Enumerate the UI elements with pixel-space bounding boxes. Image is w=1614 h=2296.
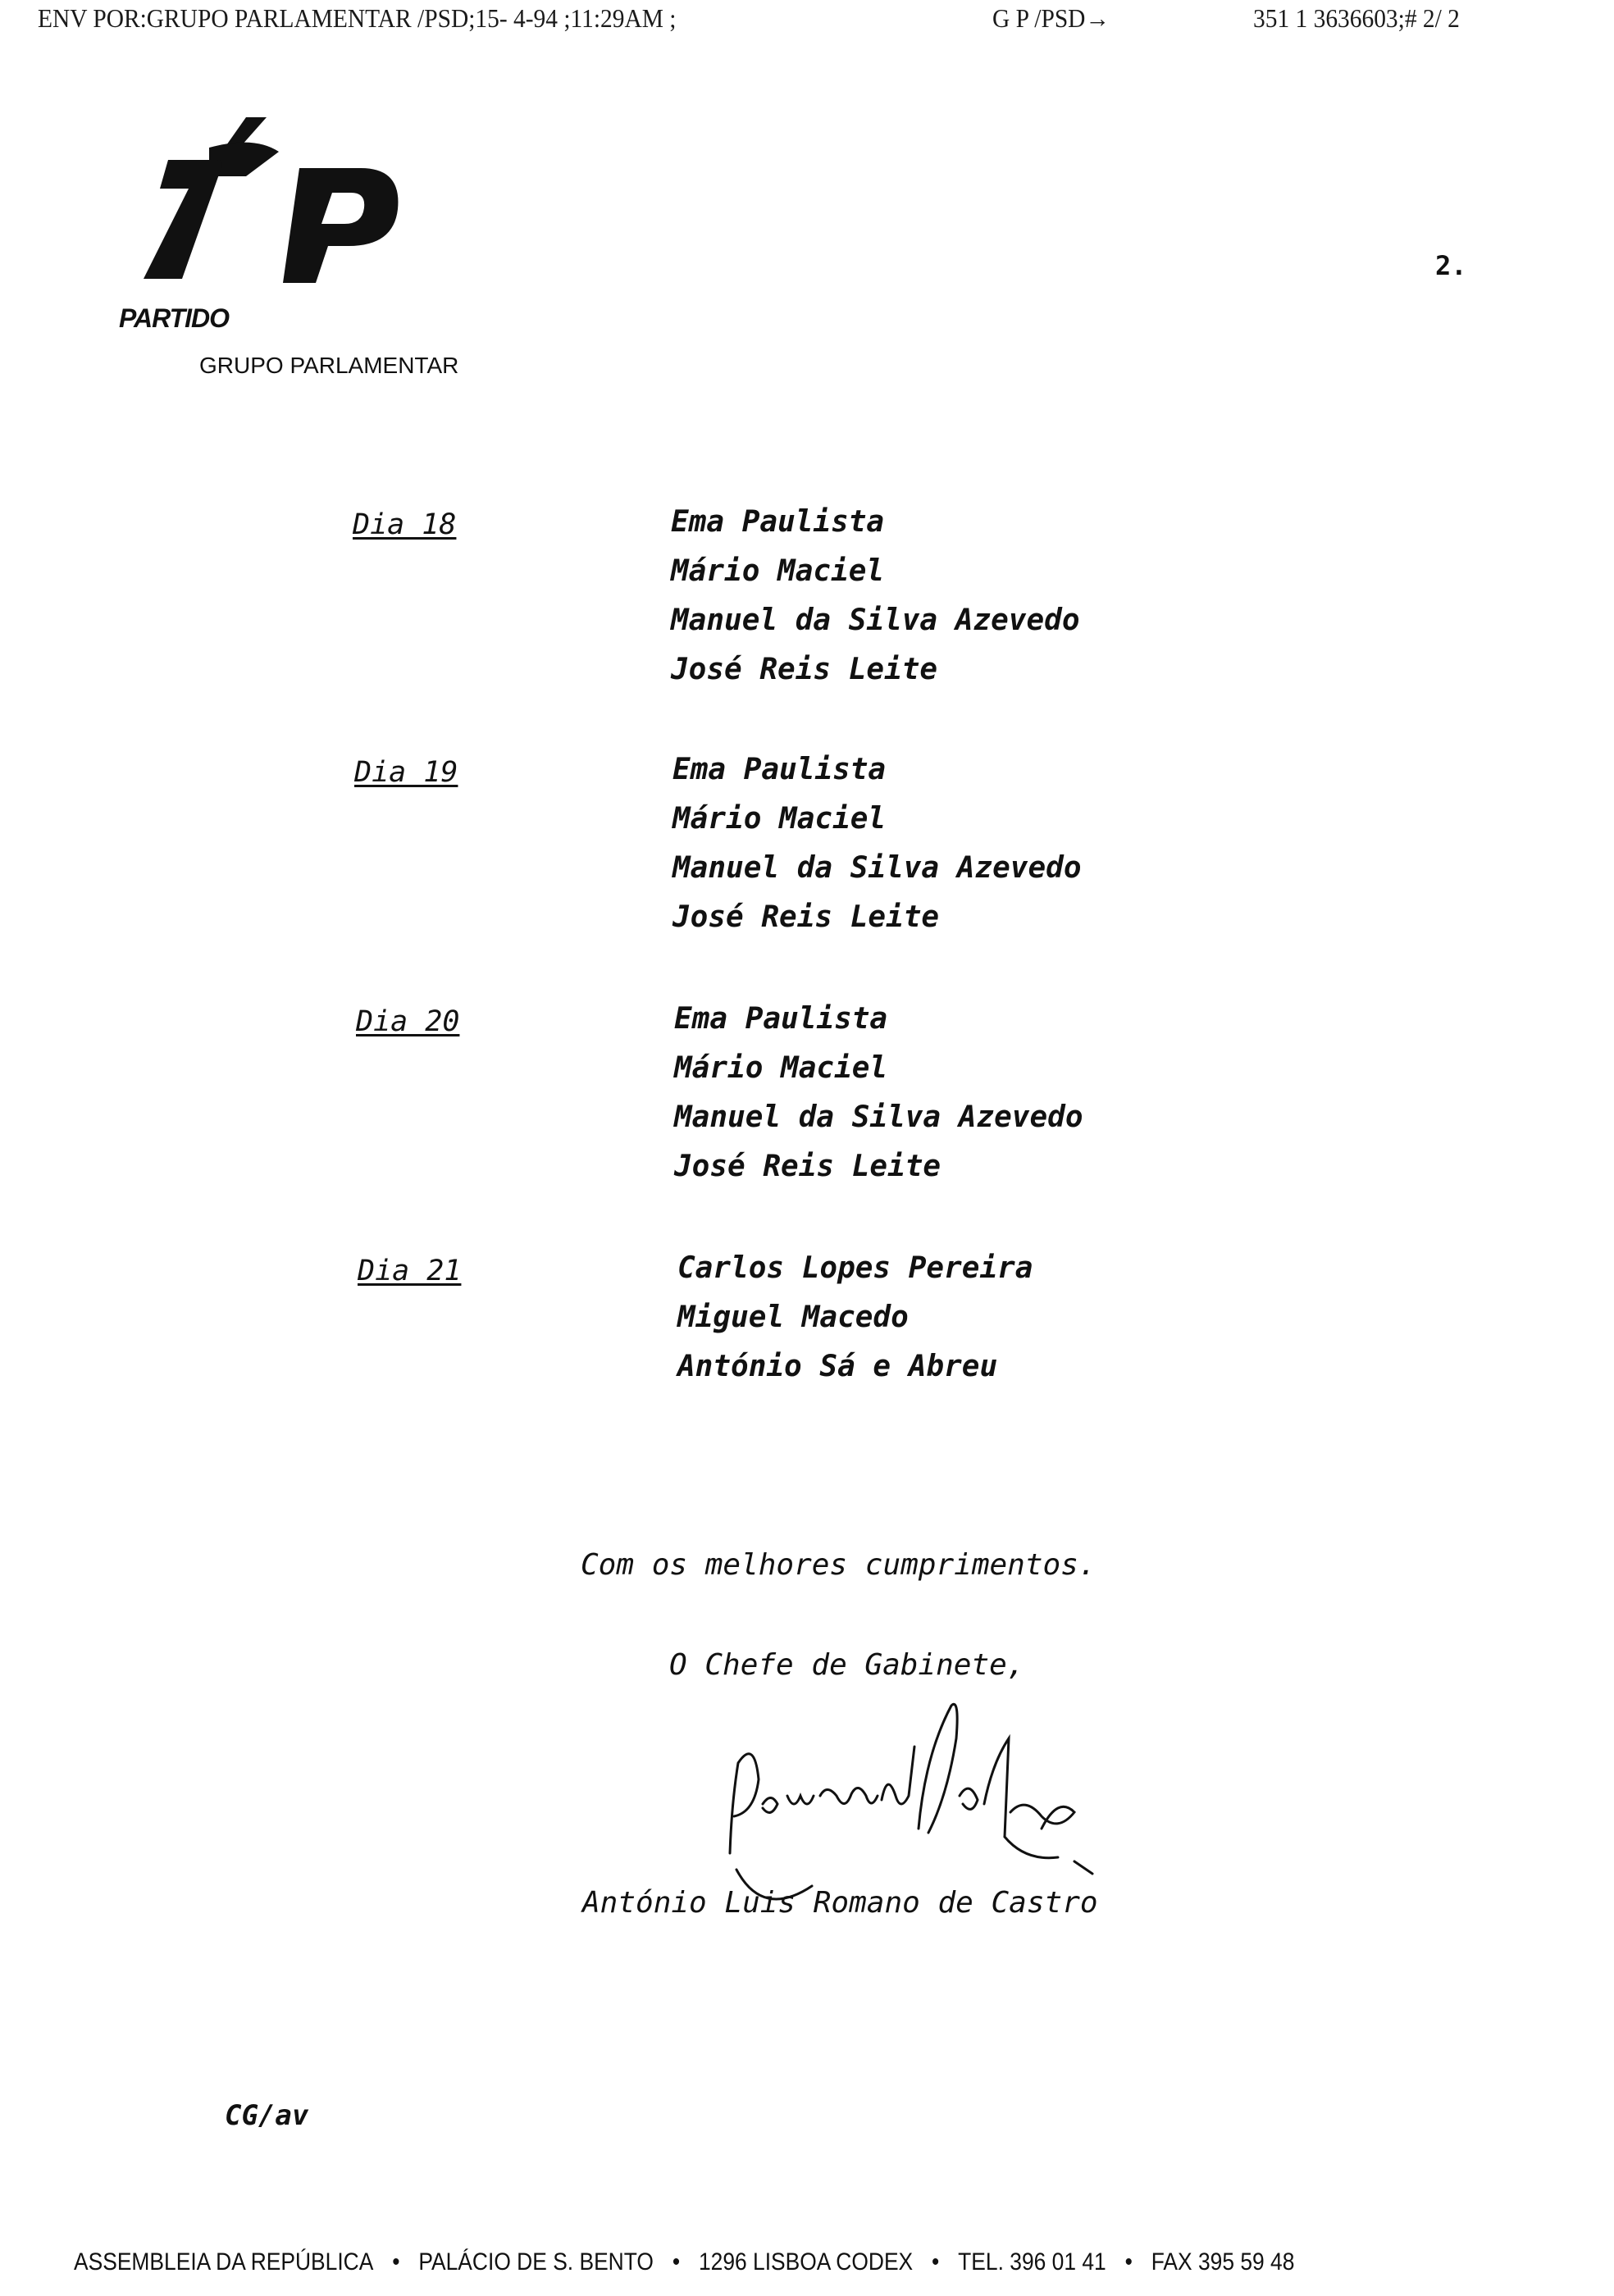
footer-item: PALÁCIO DE S. BENTO (418, 2248, 654, 2276)
list-item: José Reis Leite (671, 653, 938, 686)
fax-header-sender: ENV POR:GRUPO PARLAMENTAR /PSD;15- 4-94 ;11:29AM ; (38, 3, 677, 33)
name-list (674, 995, 1083, 1191)
list-item: José Reis Leite (672, 900, 940, 934)
footer-separator: • (1124, 2248, 1133, 2276)
list-item: Ema Paulista (672, 753, 887, 786)
logo-grupo-label: GRUPO PARLAMENTAR (199, 353, 459, 378)
footer-item: TEL. 396 01 41 (958, 2248, 1106, 2276)
party-logo (123, 111, 410, 299)
list-item: Mário Maciel (674, 1051, 888, 1085)
footer-item: ASSEMBLEIA DA REPÚBLICA (74, 2248, 374, 2276)
footer-separator: • (672, 2248, 681, 2276)
page-number: 2. (1435, 250, 1467, 281)
list-item: Miguel Macedo (677, 1301, 909, 1334)
name-list (671, 498, 1080, 695)
name-list (672, 745, 1082, 942)
day-label: Dia 18 (353, 508, 457, 541)
reference-initials: CG/av (225, 2099, 309, 2132)
handwritten-signature (714, 1673, 1189, 1911)
fax-header-station: G P /PSD→ (992, 3, 1110, 33)
footer-separator: • (932, 2248, 940, 2276)
day-label: Dia 19 (354, 756, 458, 789)
day-label: Dia 20 (356, 1005, 460, 1038)
fax-header-number: 351 1 3636603;# 2/ 2 (1253, 3, 1460, 33)
footer-item: 1296 LISBOA CODEX (698, 2248, 914, 2276)
signatory-name: António Luis Romano de Castro (582, 1886, 1098, 1920)
list-item: Carlos Lopes Pereira (677, 1251, 1033, 1285)
footer-separator: • (392, 2248, 400, 2276)
list-item: Manuel da Silva Azevedo (672, 851, 1082, 885)
footer-address (74, 2248, 1294, 2276)
list-item: José Reis Leite (674, 1150, 942, 1183)
day-label: Dia 21 (358, 1255, 462, 1287)
closing-role: O Chefe de Gabinete, (669, 1648, 1025, 1682)
closing-greeting: Com os melhores cumprimentos. (581, 1548, 1097, 1582)
list-item: Ema Paulista (671, 505, 885, 539)
list-item: Manuel da Silva Azevedo (674, 1100, 1083, 1134)
name-list (677, 1244, 1033, 1392)
list-item: Mário Maciel (671, 554, 885, 588)
list-item: Ema Paulista (674, 1002, 888, 1036)
logo-partido-label: PARTIDO (119, 303, 230, 333)
list-item: Mário Maciel (672, 802, 887, 836)
list-item: António Sá e Abreu (677, 1350, 998, 1383)
list-item: Manuel da Silva Azevedo (671, 604, 1080, 637)
footer-item: FAX 395 59 48 (1151, 2248, 1295, 2276)
